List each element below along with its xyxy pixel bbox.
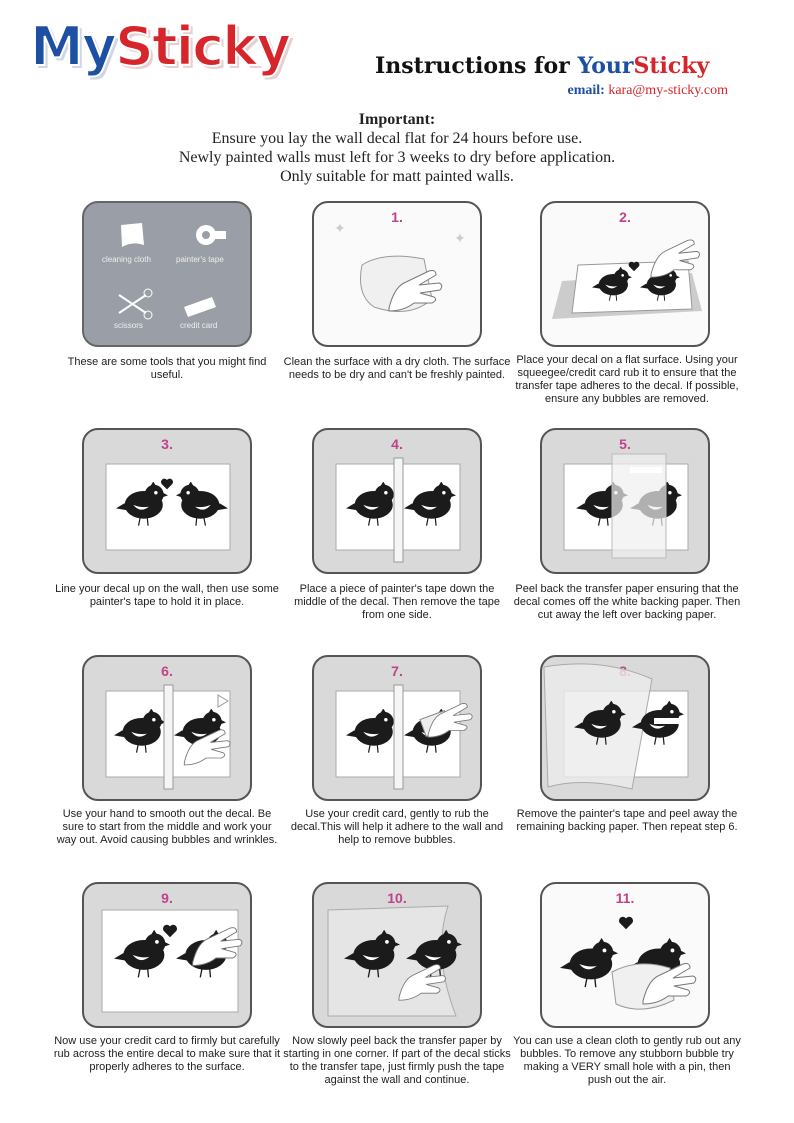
tools-panel [82,201,252,347]
logo-my: My [30,15,115,78]
svg-text:✦: ✦ [454,230,466,246]
step-panel-8 [540,655,710,801]
email-line [568,83,729,99]
step-number: 3. [161,436,173,452]
tool-label-painters-tape: painter's tape [176,255,224,264]
step-panel-3 [82,428,252,574]
decal-on-table-illustration [542,203,708,345]
cloth-illustration [314,203,480,345]
step-caption-8: Remove the painter's tape and peel away the remaining backing paper. Then repeat step 6. [516,808,738,833]
important-notice [0,110,794,186]
title-prefix: Instructions for [375,53,578,79]
step-panel-4 [312,428,482,574]
step-number: 5. [619,436,631,452]
peel-corner-illustration [314,884,480,1026]
title-sticky: Sticky [633,53,710,79]
credit-card-rub-illustration [314,657,480,799]
step-number: 9. [161,890,173,906]
step-panel-7 [312,655,482,801]
step-caption-9: Now use your credit card to firmly but carefully rub across the entire decal to make sure that it properly adheres to the surface. [53,1035,281,1073]
title-your: Your [577,53,634,79]
firm-rub-illustration [84,884,250,1026]
step-caption-10: Now slowly peel back the transfer paper by starting in one corner. If part of the decal sticks to the transfer tape, just firmly push the tape against the wall and continue. [283,1035,511,1086]
step-caption-tools: These are some tools that you might find useful. [67,356,267,381]
mysticky-logo [30,15,290,78]
page-title [375,53,709,79]
important-heading: Important: [358,111,436,128]
tape-middle-illustration [314,430,480,572]
logo-sticky: Sticky [114,15,290,78]
tool-label-cleaning-cloth: cleaning cloth [102,255,151,264]
step-caption-4: Place a piece of painter's tape down the middle of the decal. Then remove the tape from one side. [294,583,500,621]
tools-illustration [84,203,250,345]
step-number: 10. [387,890,407,906]
smooth-hand-illustration [84,657,250,799]
step-number: 11. [615,890,635,906]
step-caption-11: You can use a clean cloth to gently rub out any bubbles. To remove any stubborn bubble try making a VERY small hole with a pin, then push out the air. [513,1035,741,1086]
step-caption-2: Place your decal on a flat surface. Using your squeegee/credit card rub it to ensure that the transfer tape adheres to the decal. If possible, ensure any bubbles are removed. [515,354,739,405]
decal-on-wall-illustration [84,430,250,572]
step-caption-7: Use your credit card, gently to rub the decal.This will help it adhere to the wall and help to remove bubbles. [290,808,504,846]
step-number: 2. [619,209,631,225]
step-number: 6. [161,663,173,679]
peel-transfer-illustration [542,430,708,572]
step-caption-1: Clean the surface with a dry cloth. The surface needs to be dry and can't be freshly painted. [283,356,511,381]
step-panel-5 [540,428,710,574]
important-line-1: Ensure you lay the wall decal flat for 24 hours before use. [211,130,583,147]
tool-label-scissors: scissors [114,321,143,330]
step-panel-11 [540,882,710,1028]
step-caption-3: Line your decal up on the wall, then use some painter's tape to hold it in place. [55,583,279,608]
step-panel-10 [312,882,482,1028]
step-panel-6 [82,655,252,801]
step-number: 4. [391,436,403,452]
email-label: email: [567,83,605,98]
step-caption-6: Use your hand to smooth out the decal. Be sure to start from the middle and work your way out. Avoid causing bubbles and wrinkles. [56,808,278,846]
email-address[interactable]: kara@my-sticky.com [608,83,728,98]
remove-backing-illustration [542,657,708,799]
step-caption-5: Peel back the transfer paper ensuring that the decal comes off the white backing paper. Then cut away the left over backing paper. [513,583,741,621]
svg-text:✦: ✦ [334,220,346,236]
step-panel-9 [82,882,252,1028]
step-panel-1 [312,201,482,347]
important-line-2: Newly painted walls must left for 3 weeks to dry before application. [178,149,616,166]
tool-label-credit-card: credit card [180,321,218,330]
step-number: 1. [391,209,403,225]
step-panel-2 [540,201,710,347]
important-line-3: Only suitable for matt painted walls. [280,168,514,185]
remove-bubbles-illustration [542,884,708,1026]
step-number: 7. [391,663,403,679]
